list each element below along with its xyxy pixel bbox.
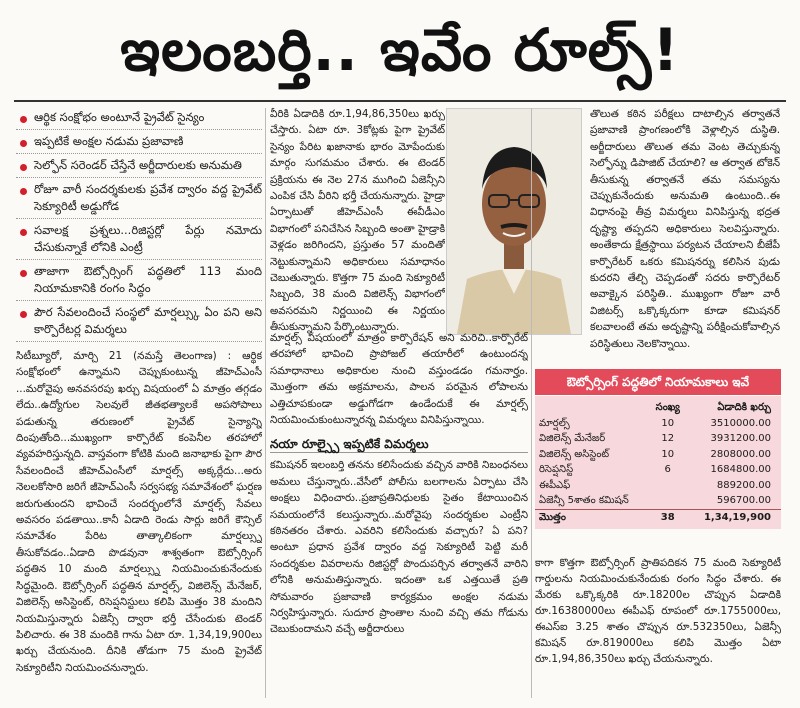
- headline-rule: [14, 100, 786, 102]
- headline: ఇలంబర్తి.. ఇవేం రూల్స్!: [120, 16, 680, 84]
- table-header-cost: ఏడాదికి ఖర్చు: [717, 402, 771, 413]
- body-text: కమిషనర్ ఇలంబర్తి తనను కలిసేందుకు వచ్చిన వారికి నిబంధనలు అమలు చేస్తున్నారు..వేసీలో పోలీసు బలగాలను ఏర్పాటు చేసి అంక్షలు విధించారు..ప్రజాప్రతినిధులకు సైతం కేటాయించిన సమయంలోనే కలుస్తున్నారు..మరోవైపు సందర్శకుల ఎంట్రీని కఠినతరం చేశారు. ఎవరిని కలిసేందుకు వచ్చారు? ఏ పని? అంటూ ప్రధాన ప్రవేశ ద్వారం వద్ద సెక్యూరిటీ పెట్టి మరీ సందర్శకుల వివరాలను రిజిస్టర్లో పొందుపర్చిన తర్వాతనే వారిని లోనికి అనుమతిస్తున్నారు. ఇదంతా ఒక ఎత్తయితే ప్రతి సోమవారం ప్రజావాణి కార్యక్రమం అంక్షల నడుమ నిర్వహిస్తున్నారు. సుదూర ప్రాంతాల నుంచి వచ్చి తమ గోడును చెబుకుందామని వచ్చే అర్జీదారులు: [270, 459, 528, 636]
- row-cost: 889200.00: [716, 479, 771, 491]
- info-box-title: ఔట్సోర్సింగ్ పద్ధతిలో నియామకాలు ఇవే: [535, 369, 781, 395]
- table-row: [535, 462, 781, 478]
- table-row: [535, 431, 781, 447]
- bullet-item: సవాలక్ష ప్రశ్నలు...రిజిస్టర్లో పేర్లు నమోదు చేసుకున్నాకే లోనికి ఎంట్రీ: [16, 219, 262, 260]
- table-header-count: సంఖ్య: [655, 402, 680, 413]
- column-2-continued: [270, 330, 528, 430]
- table-row: [535, 478, 781, 494]
- column-1: [16, 106, 262, 680]
- section-subhead: నయా రూల్స్పై ఇప్పటికే విమర్శలు: [270, 436, 528, 453]
- body-text: సిటీబ్యూరో, మార్చి 21 (నమస్తే తెలంగాణ) : ఆర్థిక సంక్షోభంలో ఉన్నామని చెప్పుకుంటున్న జీహెచ్ఎంసీ ...మరోవైపు అనవసరపు ఖర్చు విషయంలో ఏ మాత్రం తగ్గడం లేదు..ఉద్యోగుల సెలవులే జీతభత్యాలకే అపసోపాలు పడుతున్న తరుణంలో ప్రైవేట్ సైన్యాన్ని దింపుతోంది...ముఖ్యంగా కార్పొరేట్ కంపెనీల తరహాలో వ్యవహరిస్తున్నది. వాస్తవంగా కోటికి మంది జనాభాకు పైగా పౌర సేవలందించే జీహెచ్ఎంసీలో మార్షల్స్ అక్కర్లేదు...అరు నెలలకోసారి జరిగే జీహెచ్ఎంసీ సర్వసభ్య సమావేశంలో ఘర్షణ జరుగుతుందని భావించే సందర్భంలోనే మార్షల్స్ సేవలు అవసరం పడతాయి..కానీ ఏడాది రెండు సార్లు జరిగే కౌన్సిల్ సమావేశం పేరిట తాత్కాలికంగా మార్షల్స్ను తీసుకోవడం..ఏడాది పొడవునా శాశ్వతంగా ఔట్సోర్సింగ్ పద్ధతిన 10 మంది మార్షల్స్ను నియమించుకునేందుకు సిద్ధమైంది. ఔట్సోర్సింగ్ పద్ధతిన మార్షల్స్, విజిలెన్స్ మేనేజర్, విజిలెన్స్ అసిస్టెంట్, రిసెప్షనిస్టులు కలిపి మొత్తం 38 మందిని నియమిస్తున్నారు ఏజెన్సీ ద్వారా భర్తీ చేసేందుకు టెండర్ పిలిచారు. ఈ 38 మందికి గాను ఏటా రూ. 1,34,19,900లు ఖర్చు చేయనుంది. దీనికి తోడుగా 75 మంది ప్రైవేట్ సెక్యూరిటీని నియమించనున్నారు.: [16, 350, 262, 674]
- row-count: 6: [664, 464, 671, 475]
- row-count: [649, 493, 686, 509]
- total-label: మొత్తం: [535, 509, 649, 525]
- row-count: 12: [661, 433, 675, 444]
- column-divider: [265, 108, 266, 698]
- column-3: [270, 430, 528, 700]
- bullet-list: [16, 106, 262, 342]
- table-total-row: [535, 509, 781, 525]
- row-count: [649, 478, 686, 494]
- body-text: తొలుత కఠిన పరీక్షలు దాటాల్సిన తర్వాతనే ప్రజావాణి ప్రాంగణంలోకి వెళ్లాల్సిన దుస్థితి. అర్జీదారులు తొలుత తమ వెంట తెచ్చుకున్న సెల్ఫోన్ను డిపాజిట్ చేయాలి? ఆ తర్వాత టోకెన్ తీసుకున్న తర్వాతనే తమ సమస్యను చెప్పుకునేందుకు అనుమతి ఉంటుంది..ఈ విధానంపై తీవ్ర విమర్శలు వినిపిస్తున్న భద్రత దృష్ట్యా తప్పదని అధికారులు సెలవిస్తున్నారు. అంతేకాదు క్షేత్రస్థాయి పర్యటన చేయాలని బీజేపీ కార్పొరేటర్ ఒకరు కమిషనర్ను కలిసిన పుడు కుదరని తేల్చి చెప్పడంతో సదరు కార్పొరేటర్ అవాక్కైన పరిస్థితి.. ముఖ్యంగా రోజూ వారీ విజిటర్స్ ఒక్కొక్కరుగా కూడా కమిషనర్ కలవాలంటే తమ అదృష్టాన్ని పరీక్షించుకోవాల్సిన పరిస్థితులు నెలకొన్నాయి.: [590, 108, 780, 350]
- row-name: ఏజెన్సీ 5శాతం కమిషన్: [539, 495, 629, 506]
- row-cost: 596700.00: [716, 495, 771, 506]
- row-count: 10: [661, 417, 675, 429]
- table-cell: [535, 400, 649, 416]
- total-cost: 1,34,19,900: [686, 509, 781, 525]
- column-divider: [531, 108, 532, 698]
- row-cost: 3510000.00: [710, 417, 771, 429]
- row-cost: 2808000.00: [710, 448, 771, 460]
- body-text: కాగా కొత్తగా ఔట్సోర్సింగ్ ప్రాతిపదికన 75 మంది సెక్యూరిటీ గార్డులను నియమించుకునేందుకు రంగం సిద్ధం చేశారు. ఈ మేరకు ఒక్కొక్కరికి రూ.18200ల చొప్పున ఏడాదికి రూ.16380000లు ఈపీఎఫ్ రూపంలో రూ.1755000లు, ఈఎస్ఐ 3.25 శాతం చొప్పున రూ.532350లు, ఏజెన్సీ కమిషన్ రూ.819000లు కలిపి మొత్తం ఏటా రూ.1,94,86,350లు ఖర్చు చేయనున్నారు.: [535, 557, 781, 665]
- row-name: మార్షల్స్: [539, 417, 570, 429]
- bullet-item: తాజాగా ఔట్సోర్సింగ్ పద్ధతిలో 113 మంది నియామకానికి రంగం సిద్ధం: [16, 260, 262, 301]
- row-count: 10: [661, 448, 675, 460]
- bullet-item: సెల్ఫోన్ సరెండర్ చేస్తేనే అర్జీదారులకు అనుమతి: [16, 154, 262, 178]
- bullet-item: ఇప్పటికే అంక్షల నడుమ ప్రజావాణి: [16, 130, 262, 154]
- bullet-item: ఆర్థిక సంక్షోభం అంటూనే ప్రైవేట్ సైన్యం: [16, 106, 262, 130]
- info-box-footer: [535, 555, 781, 705]
- body-text: వీరికి ఏడాదికి రూ.1,94,86,350లు ఖర్చు చేస్తారు. ఏటా రూ. 3కోట్లకు పైగా ప్రైవేట్ సైన్యం పేరిట ఖజానాకు భారం మోపేందుకు మార్గం సుగమమం చేశారు. ఈ టెండర్ ప్రక్రియను ఈ నెల 27న ముగించి ఏజెన్సీని ఎంపిక చేసి వీరిని భర్తీ చేయనున్నారు. హైడ్రా ఏర్పాటుతో జీహెచ్ఎంసీ ఈవీడీఎం విభాగంలో పనిచేసిన సిబ్బంది అంతా హైడ్రాకి వెళ్లడం జరిగిందని, ప్రస్తుతం 57 మందితో నెట్టుకున్నామని అధికారులు సమాధానం చెబుతున్నారు. కొత్తగా 75 మంది సెక్యూరిటీ సిబ్బంది, 38 మంది విజిలెన్స్ విభాగంలో అవసరమని నిర్ణయించి ఈ నిర్ణయం తీసుకున్నామని పేర్కొంటున్నారు.: [270, 108, 445, 334]
- column-4: [590, 106, 780, 366]
- row-cost: 3931200.00: [710, 433, 771, 444]
- table-row: [535, 447, 781, 463]
- table-row: [535, 416, 781, 432]
- row-name: విజిలెన్స్ మేనేజర్: [539, 433, 606, 444]
- row-name: రిసెప్షనిస్ట్: [539, 464, 574, 475]
- total-count: 38: [649, 509, 686, 525]
- body-text: మార్షల్స్ విషయంలో మాత్రం కార్పొరేషన్ అని మరిచి..కార్పొరేట్ తరహాలో భావించి ప్రాపోజల్ తయారీలో ఉంటుందన్న సమాధానాలు అధికారుల నుంచి వస్తుండడం గమనార్హం. మొత్తంగా తమ అక్రమాలను, పాలన పరమైన లోపాలను ఎత్తిచూపకుండా అడ్డుగోడగా ఉండేందుకే ఈ మార్షల్స్ నియమించుకుంటున్నారన్న విమర్శలు వినిపిస్తున్నాయి.: [270, 332, 528, 427]
- row-name: విజిలెన్స్ అసిస్టెంట్: [539, 448, 610, 460]
- portrait-photo: [446, 108, 582, 335]
- table-row: [535, 493, 781, 509]
- bullet-item: పౌర సేవలందించే సంస్థలో మార్షల్స్కు ఏం పని అని కార్పొరేటర్ల విమర్శలు: [16, 301, 262, 342]
- table-header-row: [535, 400, 781, 416]
- row-cost: 1684800.00: [710, 464, 771, 475]
- info-box-table: [535, 396, 781, 529]
- row-name: ఈపీఎఫ్: [539, 479, 571, 491]
- bullet-item: రోజూ వారీ సందర్శకులకు ప్రవేశ ద్వారం వద్ద ప్రైవేట్ సెక్యూరిటీ అడ్డుగోడ: [16, 178, 262, 219]
